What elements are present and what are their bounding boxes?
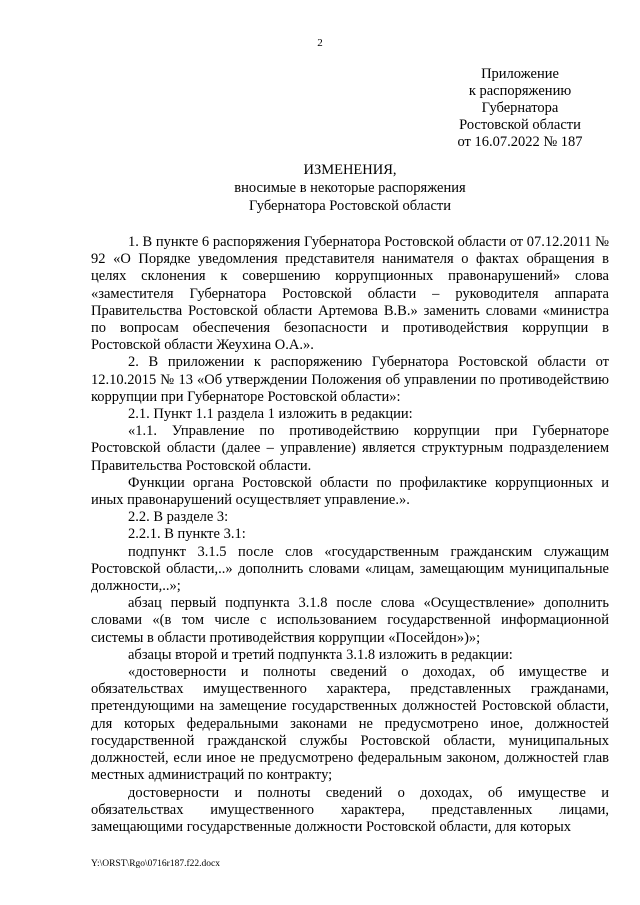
annex-line: от 16.07.2022 № 187: [457, 134, 583, 150]
paragraph: 2.2. В разделе 3:: [128, 509, 229, 526]
document-body: [91, 234, 609, 836]
page-number: 2: [317, 37, 323, 49]
paragraph: абзац первый подпункта 3.1.8 после слова «Осуществление» дополнить словами «(в том числе с использованием государственной информационной системы в области противодействия коррупции «Посейдон»)»;: [91, 595, 609, 646]
annex-block: [440, 66, 600, 151]
paragraph: «1.1. Управление по противодействию коррупции при Губернаторе Ростовской области (далее – управление) является структурным подразделением Правительства Ростовской области.: [91, 423, 609, 474]
annex-line: к распоряжению: [468, 83, 572, 99]
document-title: [150, 161, 550, 215]
paragraph: 2. В приложении к распоряжению Губернатора Ростовской области от 12.10.2015 № 13 «Об утверждении Положения об управлении по противодействию коррупции при Губернаторе Ростовской области»:: [91, 354, 609, 405]
paragraph: Функции органа Ростовской области по профилактике коррупционных и иных правонарушений осуществляет управление.».: [91, 474, 609, 509]
paragraph: 2.2.1. В пункте 3.1:: [128, 526, 246, 543]
title-line: ИЗМЕНЕНИЯ,: [303, 162, 397, 178]
paragraph: 2.1. Пункт 1.1 раздела 1 изложить в редакции:: [128, 406, 413, 423]
annex-line: Приложение: [481, 66, 559, 82]
file-path-footer: Y:\ORST\Rgo\0716r187.f22.docx: [91, 859, 220, 869]
paragraph: «достоверности и полноты сведений о доходах, об имуществе и обязательствах имущественного характера, представленных гражданами, претендующими на замещение государственных должностей Ростовской области, для которых федеральными законами не предусмотрено иное, должностей государственной гражданской службы Ростовской области, муниципальных должностей, если иное не предусмотрено федеральным законом, должностей глав местных администраций по контракту;: [91, 664, 609, 784]
title-line: вносимые в некоторые распоряжения: [234, 180, 466, 196]
annex-line: Ростовской области: [459, 117, 581, 133]
paragraph: подпункт 3.1.5 после слов «государственным гражданским служащим Ростовской области,..» дополнить словами «лицам, замещающим муниципальные должности,..»;: [91, 543, 609, 595]
annex-line: Губернатора: [481, 100, 559, 116]
paragraph: абзацы второй и третий подпункта 3.1.8 изложить в редакции:: [128, 646, 513, 663]
paragraph: достоверности и полноты сведений о доходах, об имуществе и обязательствах имущественного характера, представленных лицами, замещающими государственные должности Ростовской области, для которых: [91, 784, 609, 835]
paragraph: 1. В пункте 6 распоряжения Губернатора Ростовской области от 07.12.2011 № 92 «О Порядке уведомления представителя нанимателя о фактах обращения в целях склонения к совершению коррупционных правонарушений» слова «заместителя Губернатора Ростовской области – руководителя аппарата Правительства Ростовской области Артемова В.В.» заменить словами «министра по вопросам обеспечения безопасности и противодействия коррупции в Ростовской области Жеухина О.А.».: [91, 234, 609, 354]
title-line: Губернатора Ростовской области: [248, 198, 452, 214]
